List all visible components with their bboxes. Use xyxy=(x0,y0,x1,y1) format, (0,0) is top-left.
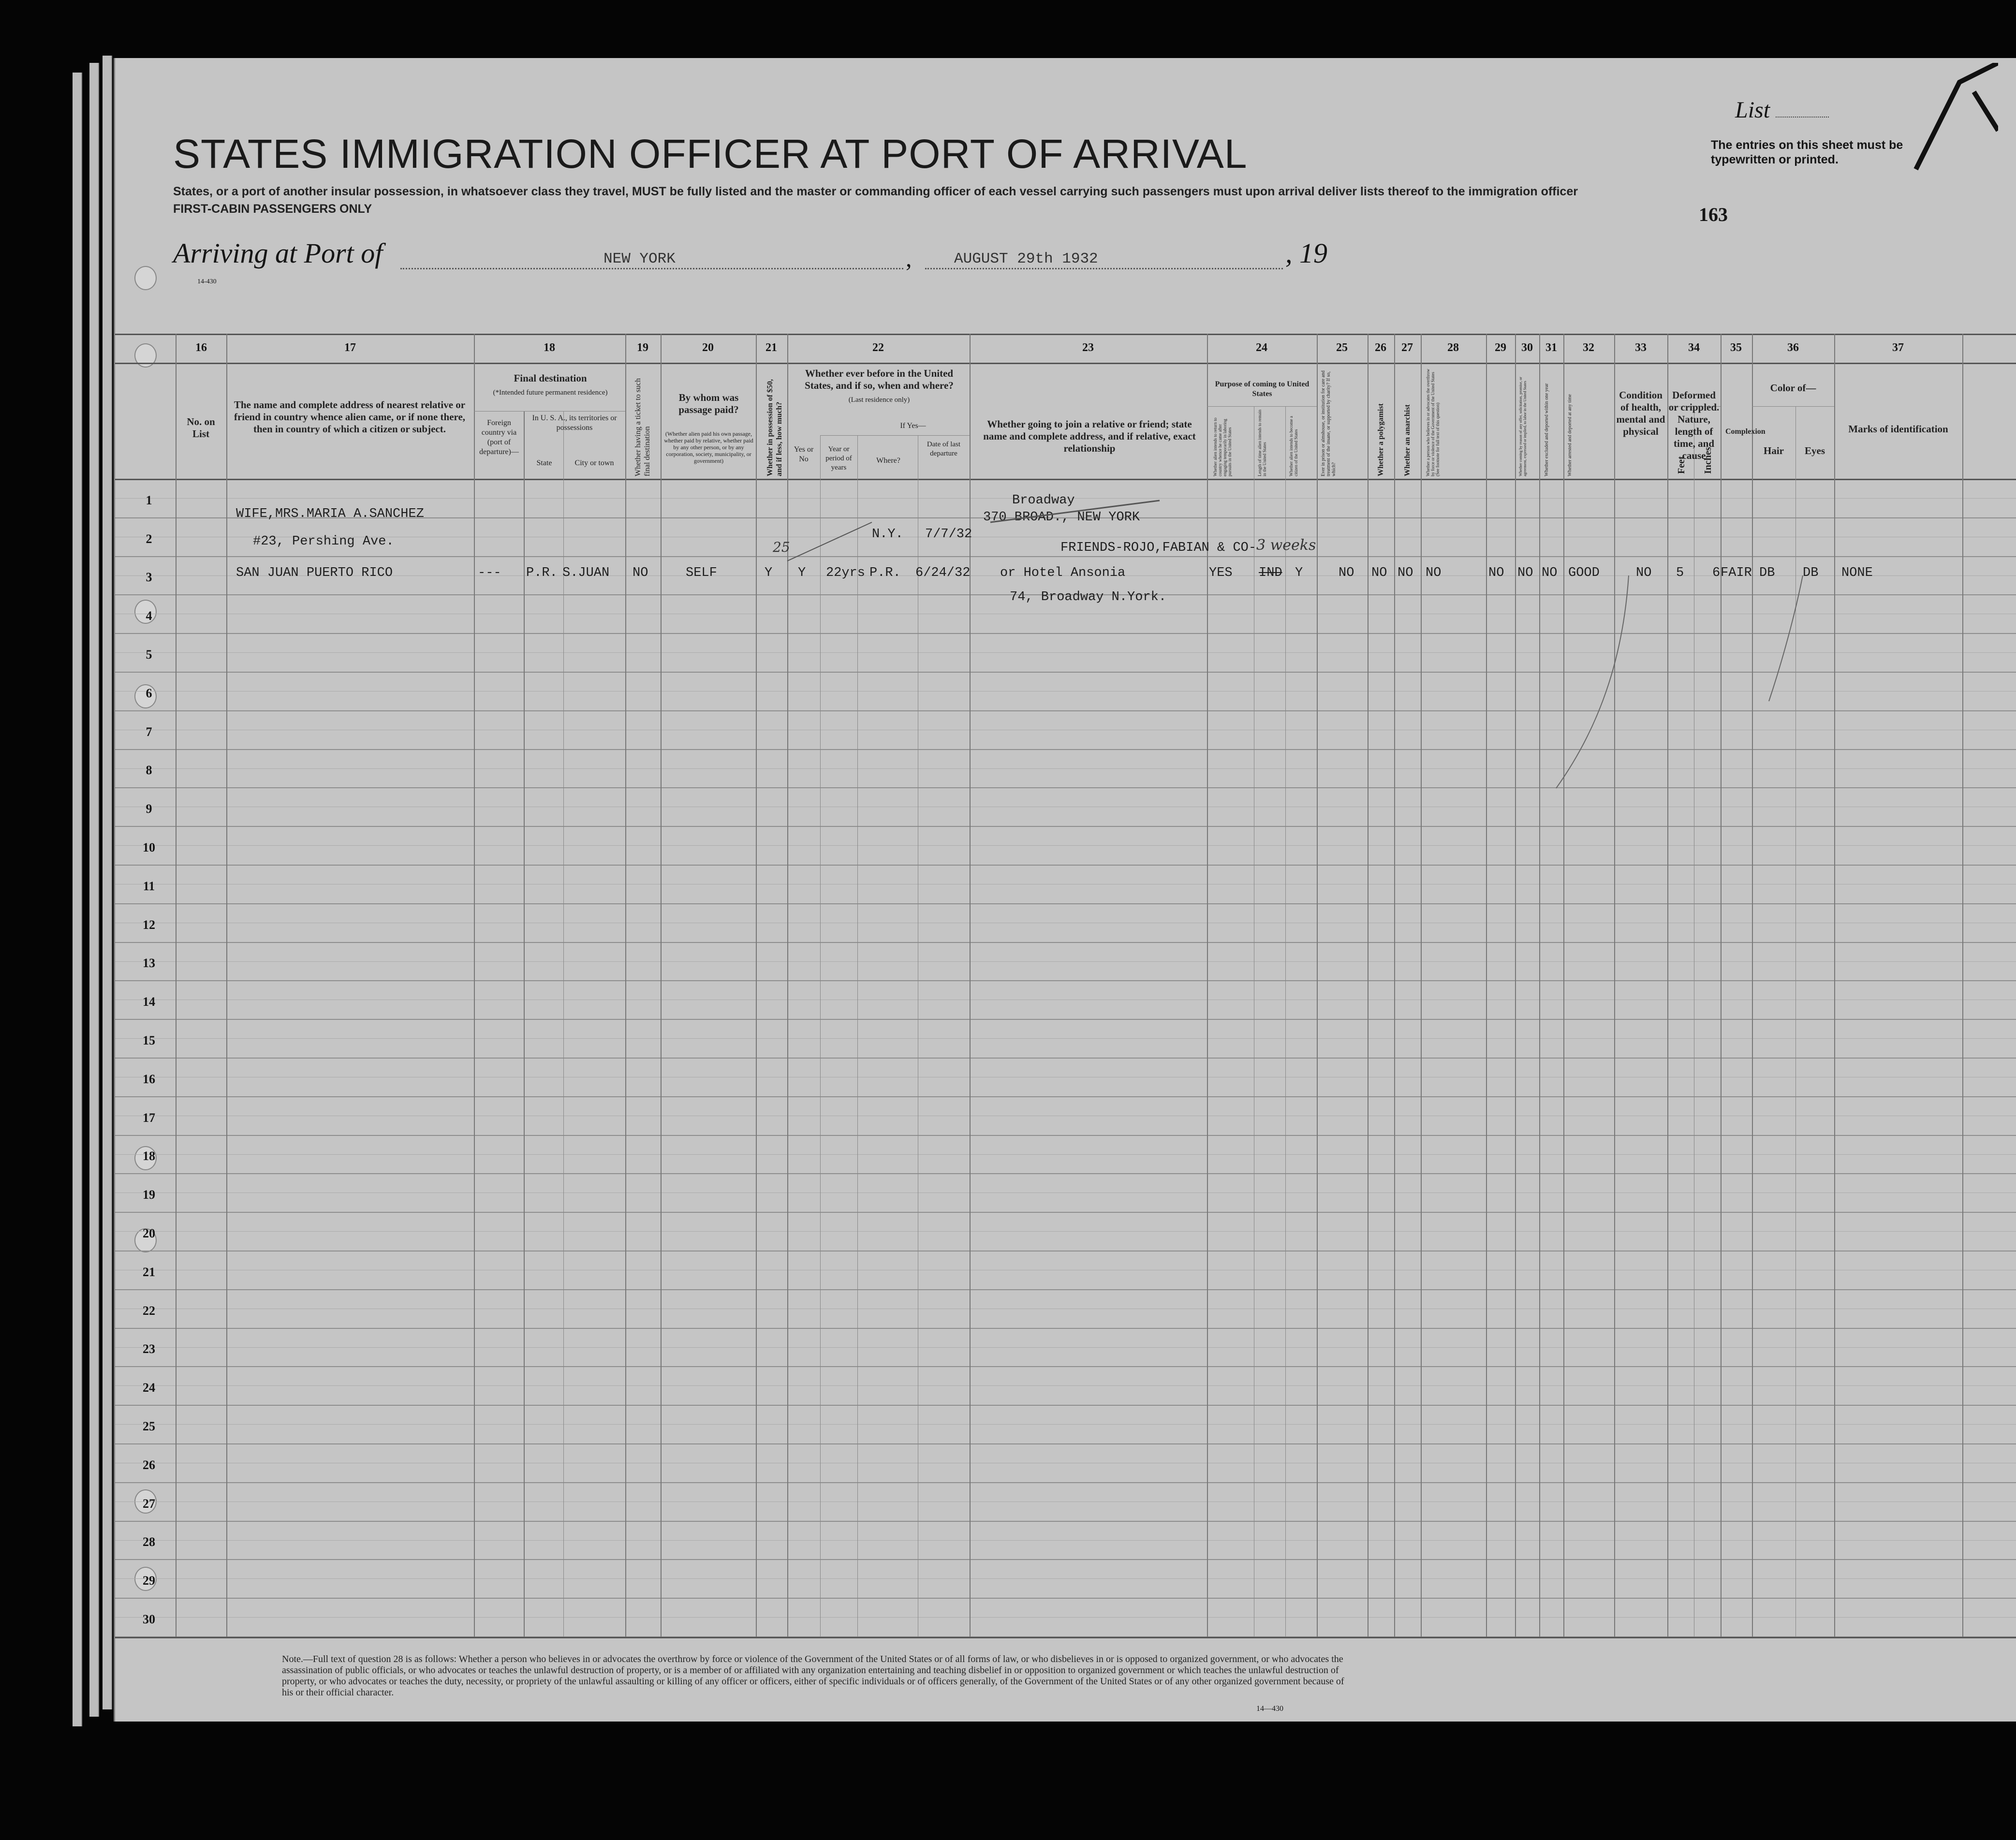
class-line: FIRST-CABIN PASSENGERS ONLY xyxy=(173,202,372,216)
manifest-table xyxy=(115,334,2016,1722)
header-labor-offer: Whether coming by reason of any offer, solicitation, promise, or agreement, expressed or implied, to labor in the United States xyxy=(1518,377,1527,476)
row-number: 27 xyxy=(143,1496,155,1511)
row-number: 8 xyxy=(146,763,152,778)
intro-text xyxy=(173,183,1769,218)
passage-cell: SELF xyxy=(686,566,717,580)
footnote: Note.—Full text of question 28 is as follows: Whether a person who believes in or advocates the overthrow by force or violence of the Government of the United States or of all forms of law, or who disbelieves in or is opposed to organized government, or who advocates the assassination of public officials, or who advocates or teaches the unlawful destruction of property, or is a member of or affiliated with any organization entertaining and teaching disbelief in or opposition to organized government or which teaches the unlawful destruction of property, or who advocates or teaches the duty, necessity, or propriety of the unlawful assaulting or killing of any officer or officers, either of specific individuals or of officers generally, of the Government of the United States or of any other organized government because of his or their official character. xyxy=(282,1654,1344,1698)
entries-note: The entries on this sheet must be typewritten or printed. xyxy=(1711,138,1903,166)
header-where: Where? xyxy=(876,456,900,465)
header-purpose: Purpose of coming to United States xyxy=(1215,380,1310,398)
header-relative: The name and complete address of nearest relative or friend in country whence alien came, or if none there, then in country of which a citizen or subject. xyxy=(234,399,466,435)
date-value: AUGUST 29th 1932 xyxy=(954,250,1098,267)
stay-handwritten: 3 weeks xyxy=(1256,537,1316,554)
return-cell: YES xyxy=(1209,566,1233,580)
page-edge xyxy=(73,73,82,1726)
join-line-4: 74, Broadway N.York. xyxy=(1010,590,1167,604)
header-usa: In U. S. A., its territories or possessions xyxy=(532,414,617,432)
column-number: 22 xyxy=(872,341,884,354)
column-number: 17 xyxy=(344,341,356,354)
column-number: 28 xyxy=(1447,341,1459,354)
row-number: 25 xyxy=(143,1419,155,1433)
header-final-destination-sub: (*Intended future permanent residence) xyxy=(493,389,608,397)
header-passage-sub: (Whether alien paid his own passage, whether paid by relative, whether paid by any other person, or by any corporation, society, municipality, or government) xyxy=(664,430,753,464)
money-cell: Y xyxy=(765,566,773,580)
header-departure-date: Date of last departure xyxy=(927,441,961,457)
eyes-cell: DB xyxy=(1803,566,1819,580)
complexion-cell: FAIR xyxy=(1721,566,1752,580)
row-number: 29 xyxy=(143,1574,155,1588)
where-top-cell: N.Y. xyxy=(872,527,903,542)
header-join-relative: Whether going to join a relative or friend; state name and complete address, and if relative, exact relationship xyxy=(983,418,1196,454)
header-deported: Whether arrested and deported at any time xyxy=(1567,394,1573,476)
row-number: 28 xyxy=(143,1535,155,1549)
row-number: 12 xyxy=(143,917,155,932)
column-number: 34 xyxy=(1688,341,1700,354)
row-number: 3 xyxy=(146,570,152,585)
row-number: 7 xyxy=(146,724,152,739)
footnote-form: 14—430 xyxy=(1256,1705,1283,1713)
header-money: Whether in possession of $50, and if less, how much? xyxy=(766,379,783,476)
row-number: 15 xyxy=(143,1033,155,1047)
date-top-cell: 7/7/32 xyxy=(925,527,972,542)
page-edge xyxy=(89,63,99,1717)
comma: , xyxy=(906,245,912,272)
header-purpose-return: Whether alien intends to return to country whence he came after engaging temporarily in laboring pursuits in the United States xyxy=(1213,417,1232,476)
departure-date-cell: 6/24/32 xyxy=(915,566,971,580)
header-final-destination: Final destination xyxy=(514,372,587,384)
column-number: 25 xyxy=(1336,341,1348,354)
header-no-on-list: No. on List xyxy=(187,416,215,440)
column-number: 16 xyxy=(195,341,207,354)
row-number: 17 xyxy=(143,1110,155,1125)
column-number: 37 xyxy=(1892,341,1904,354)
column-number: 29 xyxy=(1495,341,1506,354)
row-number: 24 xyxy=(143,1381,155,1395)
header-city: City or town xyxy=(574,459,614,467)
row-number: 5 xyxy=(146,648,152,662)
row-number: 23 xyxy=(143,1342,155,1356)
list-label-area xyxy=(1735,97,1829,123)
row-number: 22 xyxy=(143,1303,155,1318)
polygamist-cell: NO xyxy=(1371,566,1387,580)
citizen-cell: Y xyxy=(1295,566,1303,580)
column-number: 30 xyxy=(1521,341,1533,354)
header-yes-no: Yes or No xyxy=(794,445,814,463)
page-title: STATES IMMIGRATION OFFICER AT PORT OF ARRIVAL xyxy=(173,131,1248,177)
header-before-in-us: Whether ever before in the United States, and if so, when and where? xyxy=(805,368,954,391)
manifest-sheet xyxy=(114,58,2016,1722)
deformed-cell: NO xyxy=(1636,566,1652,580)
column-number: 26 xyxy=(1375,341,1386,354)
column-number: 36 xyxy=(1787,341,1799,354)
relative-line-3: SAN JUAN PUERTO RICO xyxy=(236,566,393,580)
row-number: 20 xyxy=(143,1226,155,1240)
health-cell: GOOD xyxy=(1568,566,1600,580)
header-feet: Feet xyxy=(1676,456,1687,474)
row-number: 13 xyxy=(143,956,155,971)
join-line-3: or Hotel Ansonia xyxy=(1000,566,1126,580)
date-field xyxy=(925,242,1283,269)
deported-cell: NO xyxy=(1542,566,1558,580)
header-anarchist: Whether an anarchist xyxy=(1403,404,1412,476)
relative-line-2: #23, Pershing Ave. xyxy=(253,534,394,549)
row-number: 26 xyxy=(143,1457,155,1472)
join-line-1: 370 BROAD., NEW YORK xyxy=(983,510,1140,525)
row-number: 21 xyxy=(143,1265,155,1279)
header-passage: By whom was passage paid? xyxy=(678,392,739,415)
header-color: Color of— xyxy=(1770,382,1816,394)
intro-line: States, or a port of another insular possession, in whatsoever class they travel, MUST be fully listed and the master or commanding officer of each vessel carrying such passengers must upon arrival deliver lists thereof to the immigration officer xyxy=(173,185,1578,198)
row-number: 2 xyxy=(146,531,152,546)
row-number: 10 xyxy=(143,840,155,854)
header-if-yes: If Yes— xyxy=(900,422,926,430)
punch-hole xyxy=(134,266,157,290)
year-prefix: , 19 xyxy=(1285,237,1327,269)
join-line-2: FRIENDS-ROJO,FABIAN & CO- xyxy=(1060,541,1257,555)
column-number: 19 xyxy=(637,341,648,354)
column-number: 24 xyxy=(1256,341,1267,354)
column-number: 21 xyxy=(765,341,777,354)
length-cell: IND xyxy=(1259,566,1282,580)
column-number: 32 xyxy=(1583,341,1594,354)
header-ticket: Whether having a ticket to such final destination xyxy=(634,378,651,476)
row-number: 4 xyxy=(146,609,152,623)
header-foreign-country: Foreign country via (port of departure)— xyxy=(479,419,519,456)
row-number: 30 xyxy=(143,1612,155,1626)
row-number: 1 xyxy=(146,493,152,507)
arriving-label: Arriving at Port of xyxy=(173,237,383,269)
header-complexion: Complexion xyxy=(1725,427,1766,436)
row-number: 6 xyxy=(146,686,152,700)
header-excluded: Whether excluded and deported within one year xyxy=(1544,383,1549,476)
column-number: 20 xyxy=(702,341,714,354)
pencil-marks xyxy=(115,334,2016,1637)
prison-cell: NO xyxy=(1339,566,1354,580)
overthrow-cell: NO xyxy=(1426,566,1442,580)
column-number: 33 xyxy=(1635,341,1647,354)
header-eyes: Eyes xyxy=(1805,445,1825,456)
labor-offer-cell: NO xyxy=(1488,566,1504,580)
state-cell: P.R. xyxy=(526,566,558,580)
header-health: Condition of health, mental and physical xyxy=(1616,389,1665,437)
list-label: List xyxy=(1735,97,1770,123)
header-purpose-citizen: Whether alien intends to become a citizen of the United States xyxy=(1289,416,1298,476)
column-number: 35 xyxy=(1730,341,1742,354)
header-state: State xyxy=(536,459,552,467)
port-value: NEW YORK xyxy=(603,250,676,267)
column-number: 31 xyxy=(1545,341,1557,354)
column-number: 18 xyxy=(544,341,555,354)
where-cell: P.R. xyxy=(869,566,901,580)
header-polygamist: Whether a polygamist xyxy=(1377,403,1385,476)
row-number: 18 xyxy=(143,1149,155,1163)
before-yes-cell: Y xyxy=(798,566,806,580)
header-prison: Ever in prison or almshouse, or institution for care and treatment of the insane, or supported by charity? If so, which? xyxy=(1321,370,1337,476)
inches-cell: 6 xyxy=(1712,566,1721,580)
header-hair: Hair xyxy=(1764,445,1784,456)
header-period: Year or period of years xyxy=(825,445,852,471)
header-marks: Marks of identification xyxy=(1848,423,1948,435)
row-number: 11 xyxy=(143,879,155,893)
period-cell: 22yrs xyxy=(826,566,866,580)
row-number: 14 xyxy=(143,995,155,1009)
hair-cell: DB xyxy=(1759,566,1775,580)
column-number: 23 xyxy=(1082,341,1094,354)
list-number xyxy=(1776,117,1829,118)
header-deformed: Deformed or crippled. Nature, length of time, and cause xyxy=(1668,389,1720,461)
sheet-number: 163 xyxy=(1699,204,1728,225)
ticket-cell: NO xyxy=(633,566,648,580)
header-inches: Inches xyxy=(1703,447,1713,474)
feet-cell: 5 xyxy=(1676,566,1684,580)
row-number: 16 xyxy=(143,1072,155,1086)
header-purpose-length: Length of time alien intends to remain in the United States xyxy=(1257,410,1267,476)
join-line-0: Broadway xyxy=(1012,493,1075,508)
relative-line-1: WIFE,MRS.MARIA A.SANCHEZ xyxy=(236,507,424,521)
row-number: 9 xyxy=(146,802,152,816)
form-number: 14-430 xyxy=(197,278,217,285)
foreign-country-cell: --- xyxy=(478,566,501,580)
header-before-sub: (Last residence only) xyxy=(848,396,910,404)
marks-cell: NONE xyxy=(1841,566,1873,580)
column-number: 27 xyxy=(1401,341,1413,354)
city-cell: S.JUAN xyxy=(562,566,610,580)
port-field xyxy=(400,242,903,269)
row-number: 19 xyxy=(143,1188,155,1202)
money-handwritten: 25 xyxy=(773,539,790,555)
header-overthrow: Whether a person who believes in or advocates the overthrow by force or violence of the Government of the United States (See footnote for full text of this question) xyxy=(1426,368,1440,476)
anarchist-cell: NO xyxy=(1398,566,1413,580)
page-edge xyxy=(103,56,112,1709)
excluded-cell: NO xyxy=(1517,566,1533,580)
